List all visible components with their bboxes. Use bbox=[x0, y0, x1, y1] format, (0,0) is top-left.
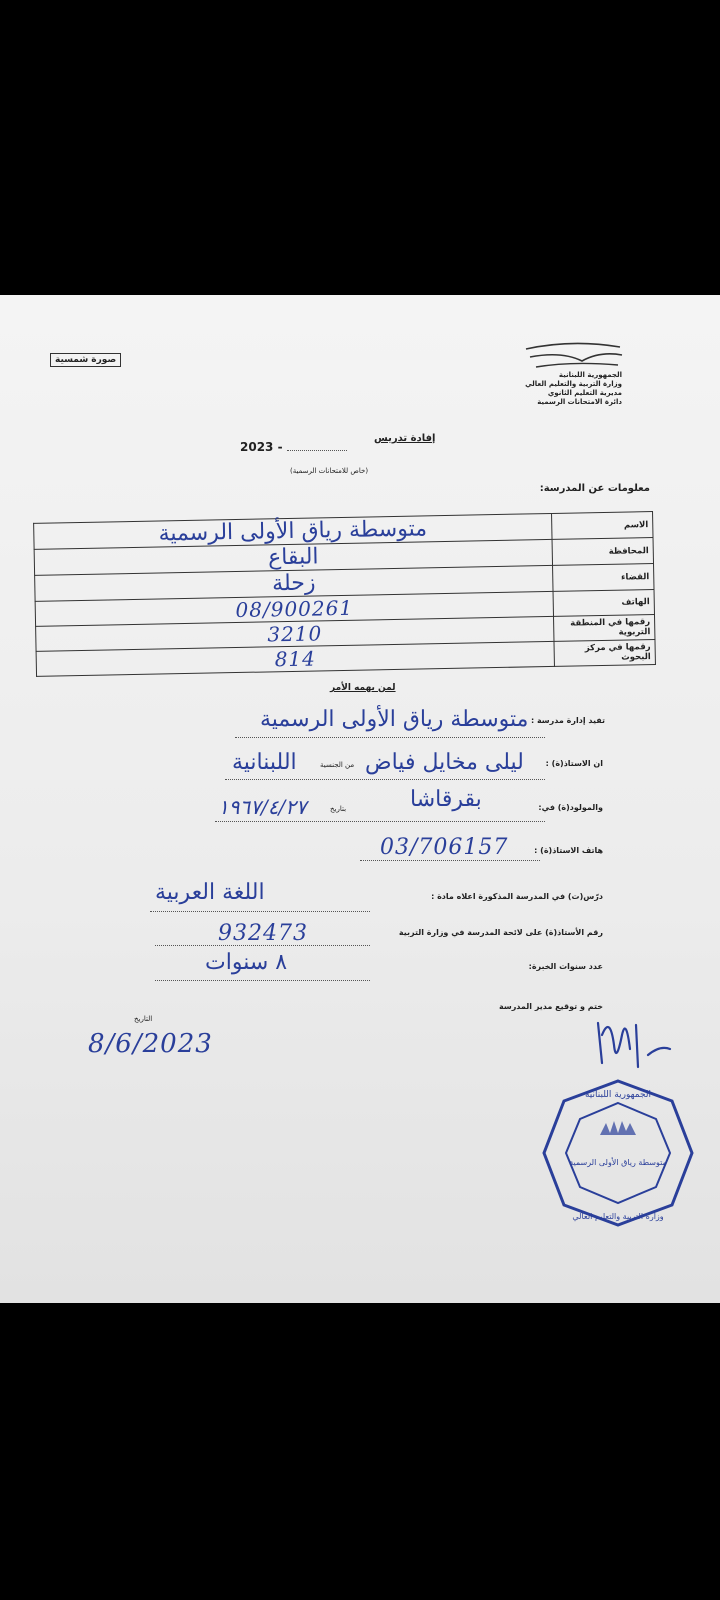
header-line: وزارة التربية والتعليم العالي bbox=[525, 380, 622, 388]
teacher-number-value: 932473 bbox=[218, 921, 308, 946]
region-number-value: 3210 bbox=[267, 621, 323, 647]
signature-label: ختم و توقيع مدير المدرسة bbox=[498, 1002, 603, 1011]
district-value: زحلة bbox=[271, 570, 316, 597]
years-line bbox=[155, 980, 370, 981]
ministry-logo-icon bbox=[522, 337, 626, 373]
subject-label: درّس(ت) في المدرسة المذكورة اعلاه مادة : bbox=[431, 892, 603, 901]
teacher-number-label: رقم الأستاذ(ة) على لائحة المدرسة في وزارة التربية bbox=[398, 928, 603, 937]
document-subtitle: (خاص للامتحانات الرسمية) bbox=[290, 467, 369, 475]
subject-value: اللغة العربية bbox=[155, 880, 265, 905]
table-label: رقمها في المنطقة التربوية bbox=[554, 614, 655, 641]
ministry-header bbox=[525, 371, 622, 407]
school-name-value: متوسطة رياق الأولى الرسمية bbox=[158, 516, 428, 547]
subject-line bbox=[150, 911, 370, 912]
copy-badge: صورة شمسية bbox=[50, 353, 121, 367]
table-label: الاسم bbox=[552, 512, 653, 540]
born-date-value: ١٩٦٧/٤/٢٧ bbox=[218, 795, 307, 819]
teacher-line bbox=[225, 779, 545, 780]
year-text: 2023 - bbox=[240, 440, 287, 454]
year-dots bbox=[287, 450, 347, 451]
director-signature-icon bbox=[590, 1005, 680, 1075]
born-place-value: بقرقاشا bbox=[410, 787, 482, 812]
header-line: دائرة الامتحانات الرسمية bbox=[537, 398, 622, 406]
teacher-phone-value: 03/706157 bbox=[380, 835, 509, 860]
teacher-label: ان الاستاذ(ة) : bbox=[545, 759, 603, 768]
born-label: والمولود(ة) في: bbox=[538, 803, 603, 812]
table-label: المحافظة bbox=[552, 538, 653, 566]
table-label: رقمها في مركز البحوث bbox=[554, 639, 655, 666]
header-line: الجمهورية اللبنانية bbox=[558, 371, 622, 379]
teacher-phone-line bbox=[360, 860, 540, 861]
certifies-value: متوسطة رياق الأولى الرسمية bbox=[260, 707, 529, 732]
to-whom-heading: لمن يهمه الأمر bbox=[330, 683, 396, 693]
school-info-table bbox=[33, 511, 656, 677]
stamp-ministry-text: وزارة التربية والتعليم العالي bbox=[572, 1212, 664, 1221]
phone-value: 08/900261 bbox=[235, 595, 354, 623]
stamp-school-text: متوسطة رياق الأولى الرسمية bbox=[569, 1158, 667, 1167]
certifies-label: تفيد إدارة مدرسة : bbox=[530, 716, 605, 725]
research-number-value: 814 bbox=[274, 646, 317, 672]
governorate-value: البقاع bbox=[267, 544, 319, 571]
teacher-phone-label: هاتف الاستاذ(ة) : bbox=[534, 846, 603, 855]
official-stamp-icon bbox=[538, 1073, 698, 1233]
years-label: عدد سنوات الخبرة: bbox=[528, 962, 603, 971]
born-line bbox=[215, 821, 545, 822]
stamp-top-text: الجمهورية اللبنانية bbox=[584, 1090, 652, 1100]
section-heading: معلومات عن المدرسة: bbox=[539, 483, 650, 494]
certifies-line bbox=[235, 737, 545, 738]
table-label: الهاتف bbox=[553, 589, 654, 616]
nationality-value: اللبنانية bbox=[232, 750, 297, 775]
date-field-label: التاريخ bbox=[134, 1015, 153, 1023]
date-value: 8/6/2023 bbox=[88, 1029, 213, 1059]
teacher-value: ليلى مخايل فياض bbox=[365, 750, 524, 775]
header-line: مديرية التعليم الثانوي bbox=[547, 389, 622, 397]
document-title: إفادة تدريس bbox=[374, 433, 436, 444]
years-value: ٨ سنوات bbox=[205, 950, 288, 975]
born-date-label: بتاريخ bbox=[330, 805, 347, 813]
nationality-label: من الجنسية bbox=[320, 761, 355, 769]
table-label: القضاء bbox=[553, 563, 654, 591]
document-year bbox=[240, 440, 347, 454]
document-paper bbox=[0, 295, 720, 1303]
